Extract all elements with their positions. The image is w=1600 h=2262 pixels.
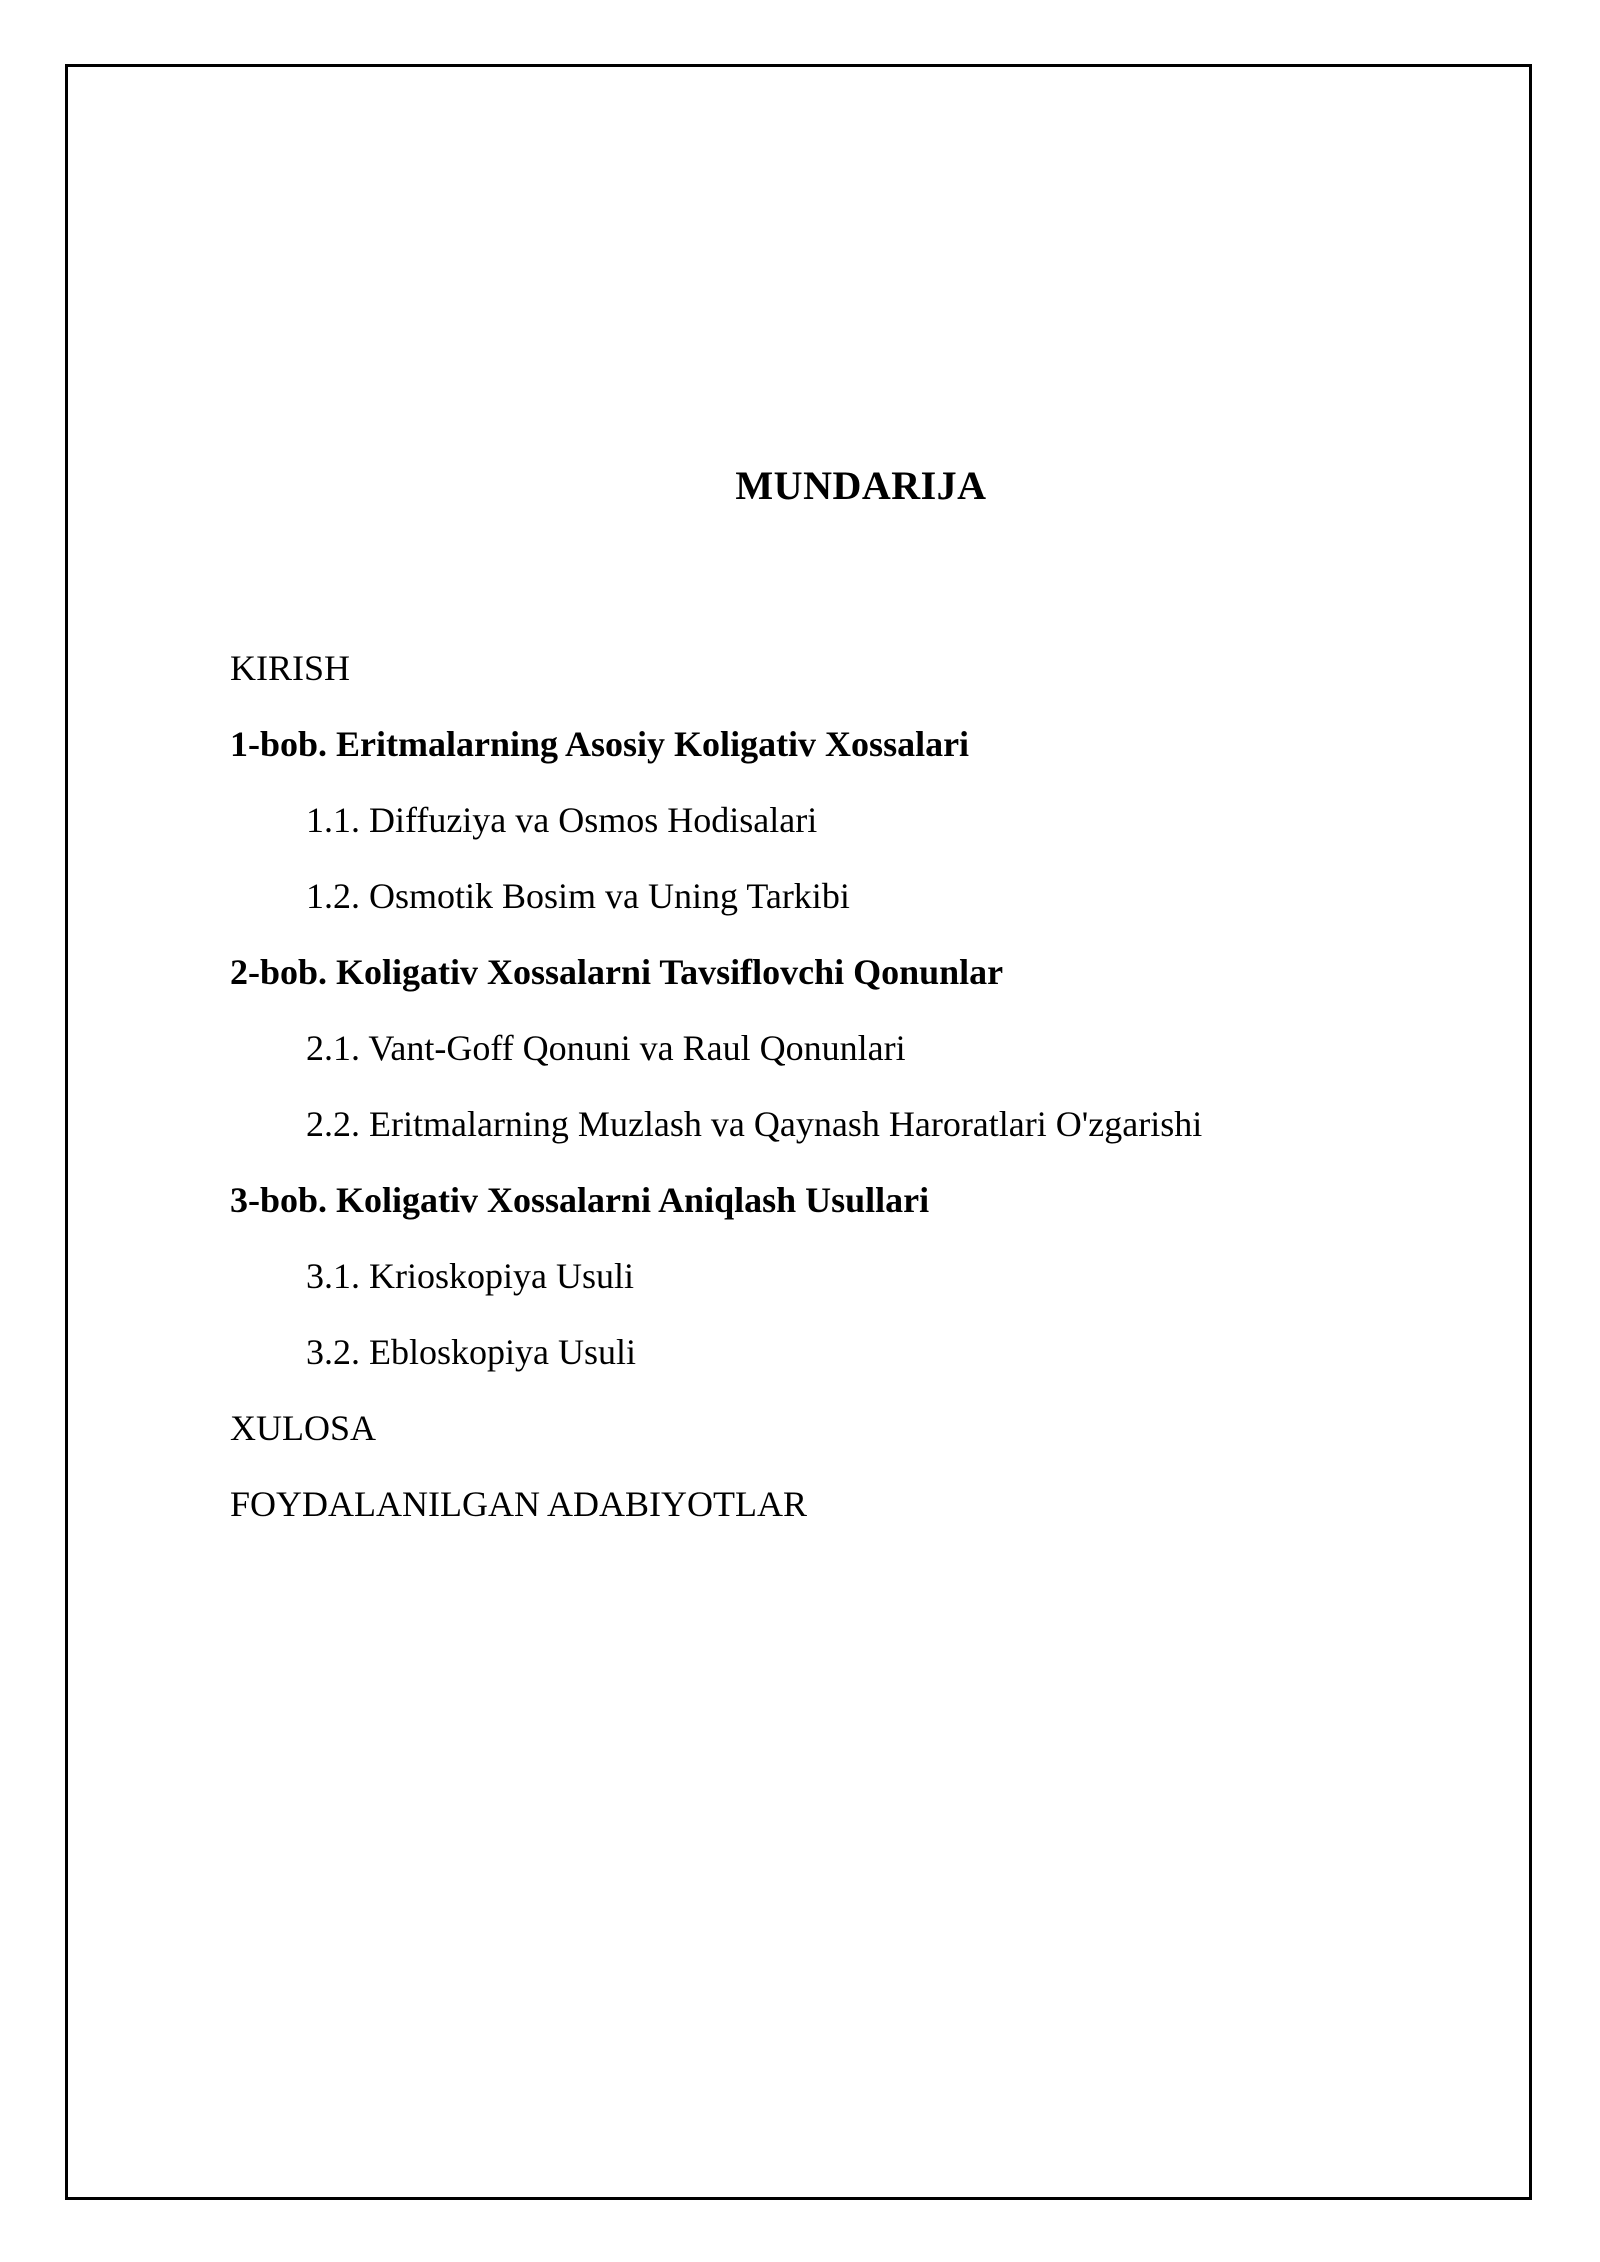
toc-entry-xulosa: XULOSA	[230, 1408, 377, 1448]
toc-section-2-1: 2.1. Vant-Goff Qonuni va Raul Qonunlari	[306, 1028, 906, 1068]
toc-chapter-3: 3-bob. Koligativ Xossalarni Aniqlash Usullari	[230, 1180, 930, 1220]
toc-section-3-1: 3.1. Krioskopiya Usuli	[306, 1256, 634, 1296]
table-of-contents	[230, 645, 1480, 1557]
toc-section-1-1: 1.1. Diffuziya va Osmos Hodisalari	[306, 800, 818, 840]
toc-chapter-2: 2-bob. Koligativ Xossalarni Tavsiflovchi Qonunlar	[230, 952, 1004, 992]
toc-entry-kirish: KIRISH	[230, 648, 351, 688]
toc-entry-references: FOYDALANILGAN ADABIYOTLAR	[230, 1484, 807, 1524]
toc-section-2-2: 2.2. Eritmalarning Muzlash va Qaynash Haroratlari O'zgarishi	[306, 1104, 1203, 1144]
toc-section-3-2: 3.2. Ebloskopiya Usuli	[306, 1332, 636, 1372]
toc-section-1-2: 1.2. Osmotik Bosim va Uning Tarkibi	[306, 876, 850, 916]
toc-title: MUNDARIJA	[735, 463, 987, 508]
toc-chapter-1: 1-bob. Eritmalarning Asosiy Koligativ Xossalari	[230, 724, 970, 764]
